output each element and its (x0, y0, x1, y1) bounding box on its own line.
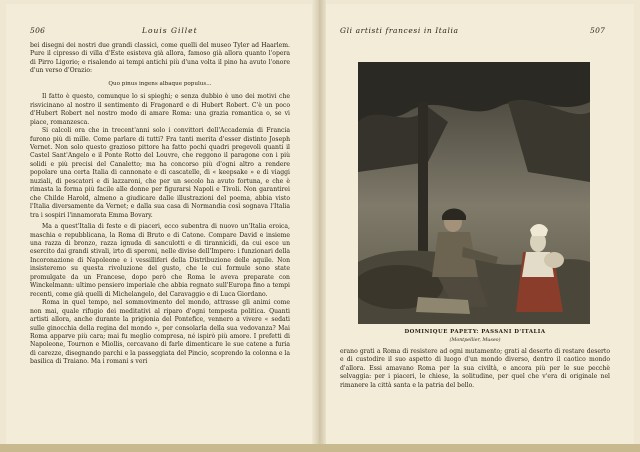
paragraph: erano grati a Roma di resistere ad ogni mutamento; grati al deserto di restare deserto e di custodire il suo aspetto di luogo d'un mondo diverso, dentro il caotico mondo d'allora. Essi amavano Roma per la sua civiltà, e ancora più per le sue pecchè selvaggia: per i piaceri, le chiese, la solitudine, per quel che v'era di originale nel rimanere la città santa e la patria del bello. (340, 348, 610, 389)
paragraph: Si calcoli ora che in trecent'anni solo i convittori dell'Accademia di Francia furono più di mille. Come parlare di tutti? Fra tanti merita d'esser distinto Joseph Vernet. Non solo questo grazioso pittore ha fatto pochi quadri pregevoli quanti il Castel Sant'Angelo e il Ponte Rotto del Louvre, che reggono il paragone con i più solidi e più precisi del Canaletto; ma ha concorso più d'ogni altro a rendere popolare una certa Italia di cannonate e di cascatelle, di « keepsake » e di viaggi nuziali, di pescatori e di lazzaroni, che per un secolo ha avuto fortuna, e che è rimasta la forma più facile alle donne per figurarsi Napoli e Tivoli. Non garantirei che Childe Harold, almeno a giudicare dalle illustrazioni del poema, abbia visto l'Italia diversamente da Vernet; e dalla sua casa di Normandia così sognava l'Italia tra i sospiri l'innamorata Emma Bovary. (30, 127, 290, 219)
latin-quote: Quo pinus ingens albaque populus... (108, 80, 212, 87)
paragraph: Roma in quel tempo, nel sommovimento del mondo, attrasse gli animi come non mai, quale rifugio dei meditativi al riparo d'ogni tempesta politica. Quanti artisti allora, anche durante la prigionia del Pontefice, vennero a vivere « sedati sulle ginocchia della regina del mondo », per consolarla della sua vedovanza? Mai Roma apparve più cara; mai fu meglio compresa, né ispirò più amore. I prefetti di Napoleone, Tournon e Miollis, cercavano di farle dimenticare le sue catene a furia di carezze, disegnando parchi e la passeggiata del Pincio, scoprendo la colonna e la basilica di Traiano. Ma i romani s veri (30, 299, 290, 366)
page-edge (0, 444, 640, 452)
running-head-left: Louis Gillet (142, 26, 198, 35)
right-body-text (340, 348, 610, 390)
painting-illustration (358, 62, 590, 324)
page-number-left: 506 (30, 26, 46, 35)
left-page (6, 4, 316, 444)
left-body-text (30, 42, 290, 367)
paragraph: bei disegni dei nostri due grandi classici, come quelli del museo Tyler ad Haarlem. Pure il cipresso di villa d'Este esisteva già allora, famoso già allora quanto l'opera di Pirro Ligorio; e risalendo ai tempi antichi più d'una volta il pino ha avuto l'onore d'un verso d'Orazio: (30, 42, 290, 75)
page-number-right: 507 (590, 26, 606, 35)
figure-caption-source: (Montpellier, Museo) (449, 338, 501, 343)
paragraph: Ma a quest'Italia di feste e di piaceri, ecco subentra di nuovo un'Italia eroica, maschia e repubblicana, la Roma di Bruto e di Catone. Compare David e insieme una razza di bronzo, razza ignuda di sanculotti e di tirannicidi, da cui esce un esercito dai grandi stivali, irto di speroni, nelle divise dell'Impero: i funzionari della Incoronazione di Napoleone e i vessilliferi della Distribuzione delle aquile. Non insisteremo su questa rivoluzione del gusto, che le cui formule sono state promulgate da un Francese, dopo però che Roma le aveva preparate con Winckelmann: ultimo pensiero imperiale che abbia regnato sull'Europa fino a tempi recenti, come già quelli di Michelangelo, del Caravaggio e di Luca Giordano. (30, 223, 290, 298)
book-gutter (312, 0, 326, 452)
paragraph: Il fatto è questo, comunque lo si spieghi; e senza dubbio è uno dei motivi che risvicinano al nostro il sentimento di Fragonard e di Hubert Robert. C'è un poco d'Hubert Robert nel nostro modo di amare Roma: una grazia romantica o, se vi piace, romanzesca. (30, 93, 290, 126)
right-page (320, 4, 634, 444)
figure-caption: DOMINIQUE PAPETY: PASSANI D'ITALIA (404, 329, 546, 335)
running-head-right: Gli artisti francesi in Italia (340, 26, 459, 35)
